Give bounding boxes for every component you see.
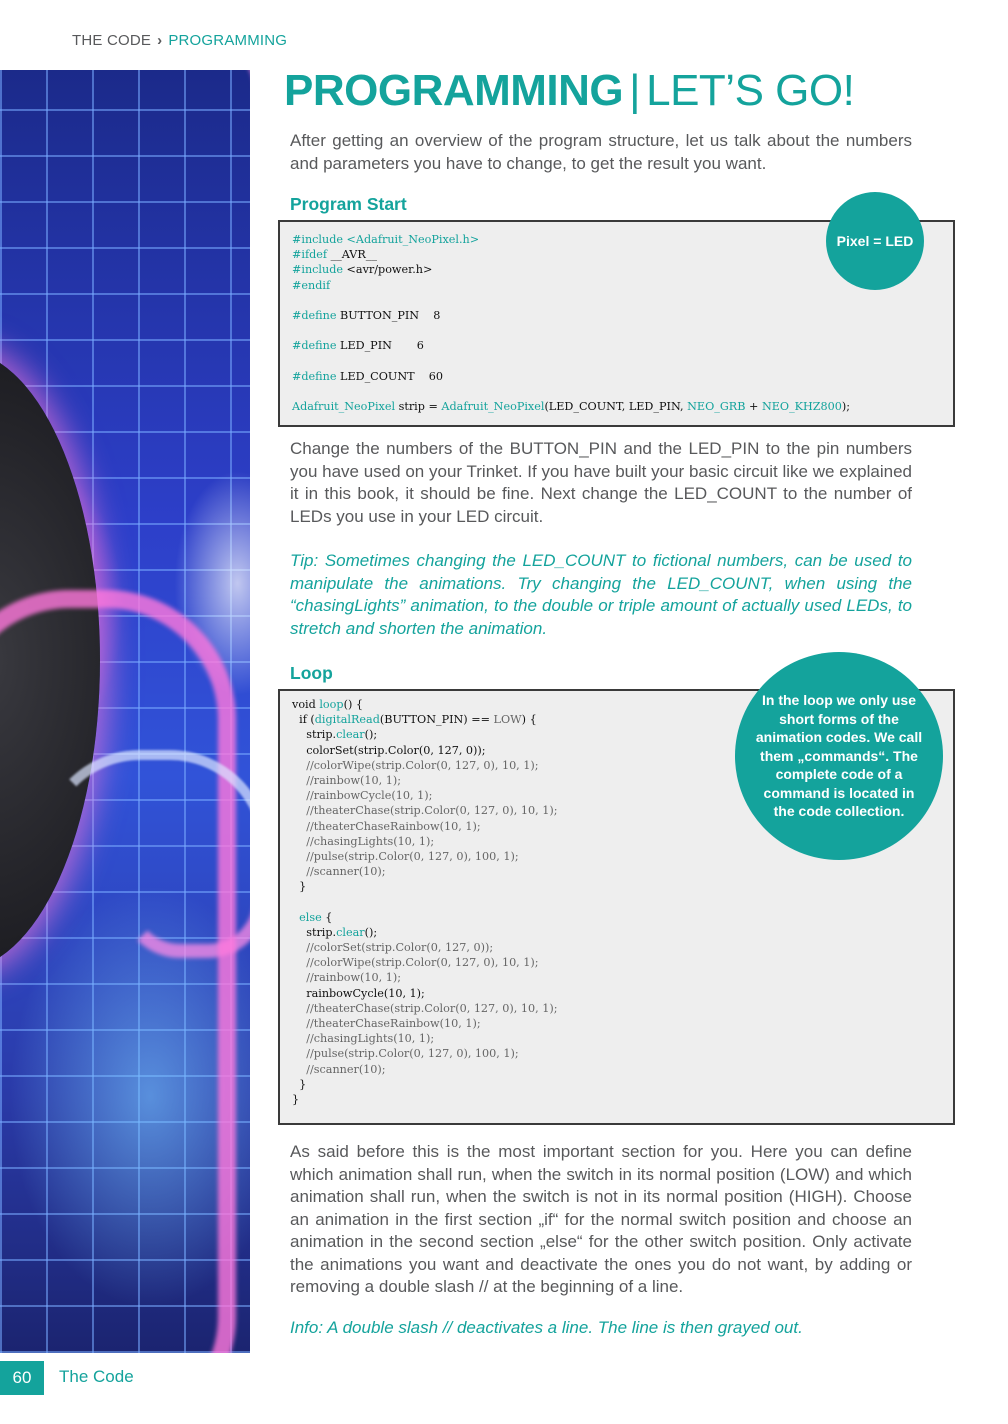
code-comment: //theaterChaseRainbow(10, 1); (292, 1016, 481, 1030)
code-text: if ( (292, 713, 315, 727)
code-comment: //theaterChase(strip.Color(0, 127, 0), 10, 1); (292, 804, 558, 818)
code-text: <avr/power.h> (343, 263, 433, 277)
info-paragraph: Info: A double slash // deactivates a line. The line is then grayed out. (290, 1318, 803, 1337)
code-line (292, 399, 941, 414)
code-line (292, 864, 941, 879)
code-line (292, 1046, 941, 1061)
code-text: LED_COUNT 60 (336, 369, 444, 383)
code-keyword: clear (336, 925, 365, 939)
code-keyword: clear (336, 728, 365, 742)
code-keyword: #endif (292, 278, 331, 292)
code-text: (); (364, 728, 378, 742)
code-text: } (292, 880, 307, 894)
code-comment: //colorSet(strip.Color(0, 127, 0)); (292, 941, 494, 954)
code-line (292, 940, 941, 955)
breadcrumb-parent: THE CODE (72, 32, 152, 49)
code-keyword: #define (292, 308, 337, 322)
code-text: (); (364, 925, 378, 939)
code-line (292, 323, 941, 338)
code-comment: //chasingLights(10, 1); (292, 1032, 435, 1046)
code-line (292, 369, 941, 384)
code-line (292, 1092, 941, 1107)
code-comment: //pulse(strip.Color(0, 127, 0), 100, 1); (292, 1047, 519, 1061)
page-number: 60 (0, 1361, 44, 1395)
code-line (292, 955, 941, 970)
code-text: + (745, 400, 762, 414)
code-text: { (321, 910, 333, 924)
code-line (292, 925, 941, 940)
code-text: } (292, 1077, 307, 1091)
code-text: (BUTTON_PIN) == (379, 713, 494, 727)
code-comment: //scanner(10); (292, 1062, 386, 1076)
code-line (292, 1062, 941, 1077)
page-title (284, 66, 854, 116)
code-text: ) { (521, 713, 537, 727)
code-text: __AVR__ (327, 248, 377, 262)
code-comment: //colorWipe(strip.Color(0, 127, 0), 10, 1); (292, 956, 539, 970)
program-start-explanation: Change the numbers of the BUTTON_PIN and the LED_PIN to the pin numbers you have used on your Trinket. If you have built your basic circuit like we explained it in this book, it should be fine. Next change the LED_COUNT to the number of LEDs you use in your LED circuit. (290, 439, 912, 526)
code-line (292, 970, 941, 985)
code-text: strip. (292, 728, 337, 742)
code-text: colorSet(strip.Color(0, 127, 0)); (292, 743, 486, 757)
code-line (292, 1016, 941, 1031)
breadcrumb-current: PROGRAMMING (168, 32, 288, 49)
photo-led-strip (40, 750, 250, 1353)
code-comment: LOW (493, 713, 522, 727)
code-comment: //pulse(strip.Color(0, 127, 0), 100, 1); (292, 849, 519, 863)
code-line (292, 354, 941, 369)
code-keyword: Adafruit_NeoPixel (292, 400, 396, 414)
commands-info-badge: In the loop we only use short forms of the animation codes. We call them „commands“. The complete code of a command is located in the code collection. (735, 652, 943, 860)
code-keyword: NEO_GRB (687, 400, 746, 414)
code-line (292, 278, 941, 293)
led-strip-photo (0, 70, 250, 1353)
breadcrumb (72, 32, 287, 49)
section-heading-program-start: Program Start (290, 194, 407, 214)
code-comment: //rainbow(10, 1); (292, 971, 402, 985)
pixel-led-badge: Pixel = LED (826, 192, 924, 290)
code-line (292, 338, 941, 353)
page-title-bold: PROGRAMMING (284, 66, 624, 115)
code-text: LED_PIN 6 (336, 339, 424, 353)
code-line (292, 293, 941, 308)
code-line (292, 1031, 941, 1046)
code-comment: //colorWipe(strip.Color(0, 127, 0), 10, 1); (292, 758, 539, 772)
section-heading-loop: Loop (290, 663, 333, 683)
code-line (292, 308, 941, 323)
loop-explanation: As said before this is the most important section for you. Here you can define which animation shall run, when the switch in its normal position (LOW) and which animation shall run, when the switch is not in its normal position (HIGH). Choose an animation in the first section „if“ for the normal switch position and choose an animation in the second section „else“ for the other switch position. Only activate the animations you want and deactivate the ones you do not want, by adding or removing a double slash // at the beginning of a line. (290, 1142, 912, 1296)
code-text: strip. (292, 925, 337, 939)
code-keyword: NEO_KHZ800 (761, 400, 842, 414)
code-text: void (292, 698, 320, 711)
code-keyword: #ifdef (292, 248, 328, 262)
code-line (292, 879, 941, 894)
code-comment: //theaterChaseRainbow(10, 1); (292, 819, 481, 833)
code-text: () { (343, 698, 363, 711)
code-comment: //scanner(10); (292, 865, 386, 879)
code-comment: //rainbow(10, 1); (292, 773, 402, 787)
code-keyword: #include (292, 263, 343, 277)
page-title-light: LET’S GO! (646, 66, 855, 115)
page-title-separator: | (629, 66, 641, 115)
code-keyword: Adafruit_NeoPixel (441, 400, 545, 414)
code-keyword: else (299, 910, 322, 924)
code-keyword: #define (292, 339, 337, 353)
code-text: } (292, 1092, 300, 1106)
code-comment: //theaterChase(strip.Color(0, 127, 0), 10, 1); (292, 1001, 558, 1015)
code-keyword: #include <Adafruit_NeoPixel.h> (292, 233, 480, 246)
code-line (292, 384, 941, 399)
code-line (292, 910, 941, 925)
code-line (292, 894, 941, 909)
breadcrumb-chevron-icon: › (157, 32, 163, 49)
code-keyword: digitalRead (314, 713, 380, 727)
code-text: strip = (395, 400, 442, 414)
code-line (292, 1077, 941, 1092)
code-text: (LED_COUNT, LED_PIN, (544, 400, 688, 414)
tip-paragraph: Tip: Sometimes changing the LED_COUNT to fictional numbers, can be used to manipulate the animations. Try changing the LED_COUNT, when using the “chasingLights” animation, to the double or triple amount of actually used LEDs, to stretch and shorten the animation. (290, 551, 912, 638)
code-line (292, 1001, 941, 1016)
code-text: rainbowCycle(10, 1); (292, 986, 425, 1000)
code-line (292, 986, 941, 1001)
code-keyword: loop (319, 698, 344, 711)
footer-section-label: The Code (59, 1367, 134, 1386)
code-keyword: #define (292, 369, 337, 383)
intro-paragraph: After getting an overview of the program structure, let us talk about the numbers and parameters you have to change, to get the result you want. (290, 131, 912, 173)
code-comment: //rainbowCycle(10, 1); (292, 789, 433, 803)
code-text: BUTTON_PIN 8 (336, 308, 441, 322)
code-text: ); (841, 400, 851, 414)
code-comment: //chasingLights(10, 1); (292, 834, 435, 848)
